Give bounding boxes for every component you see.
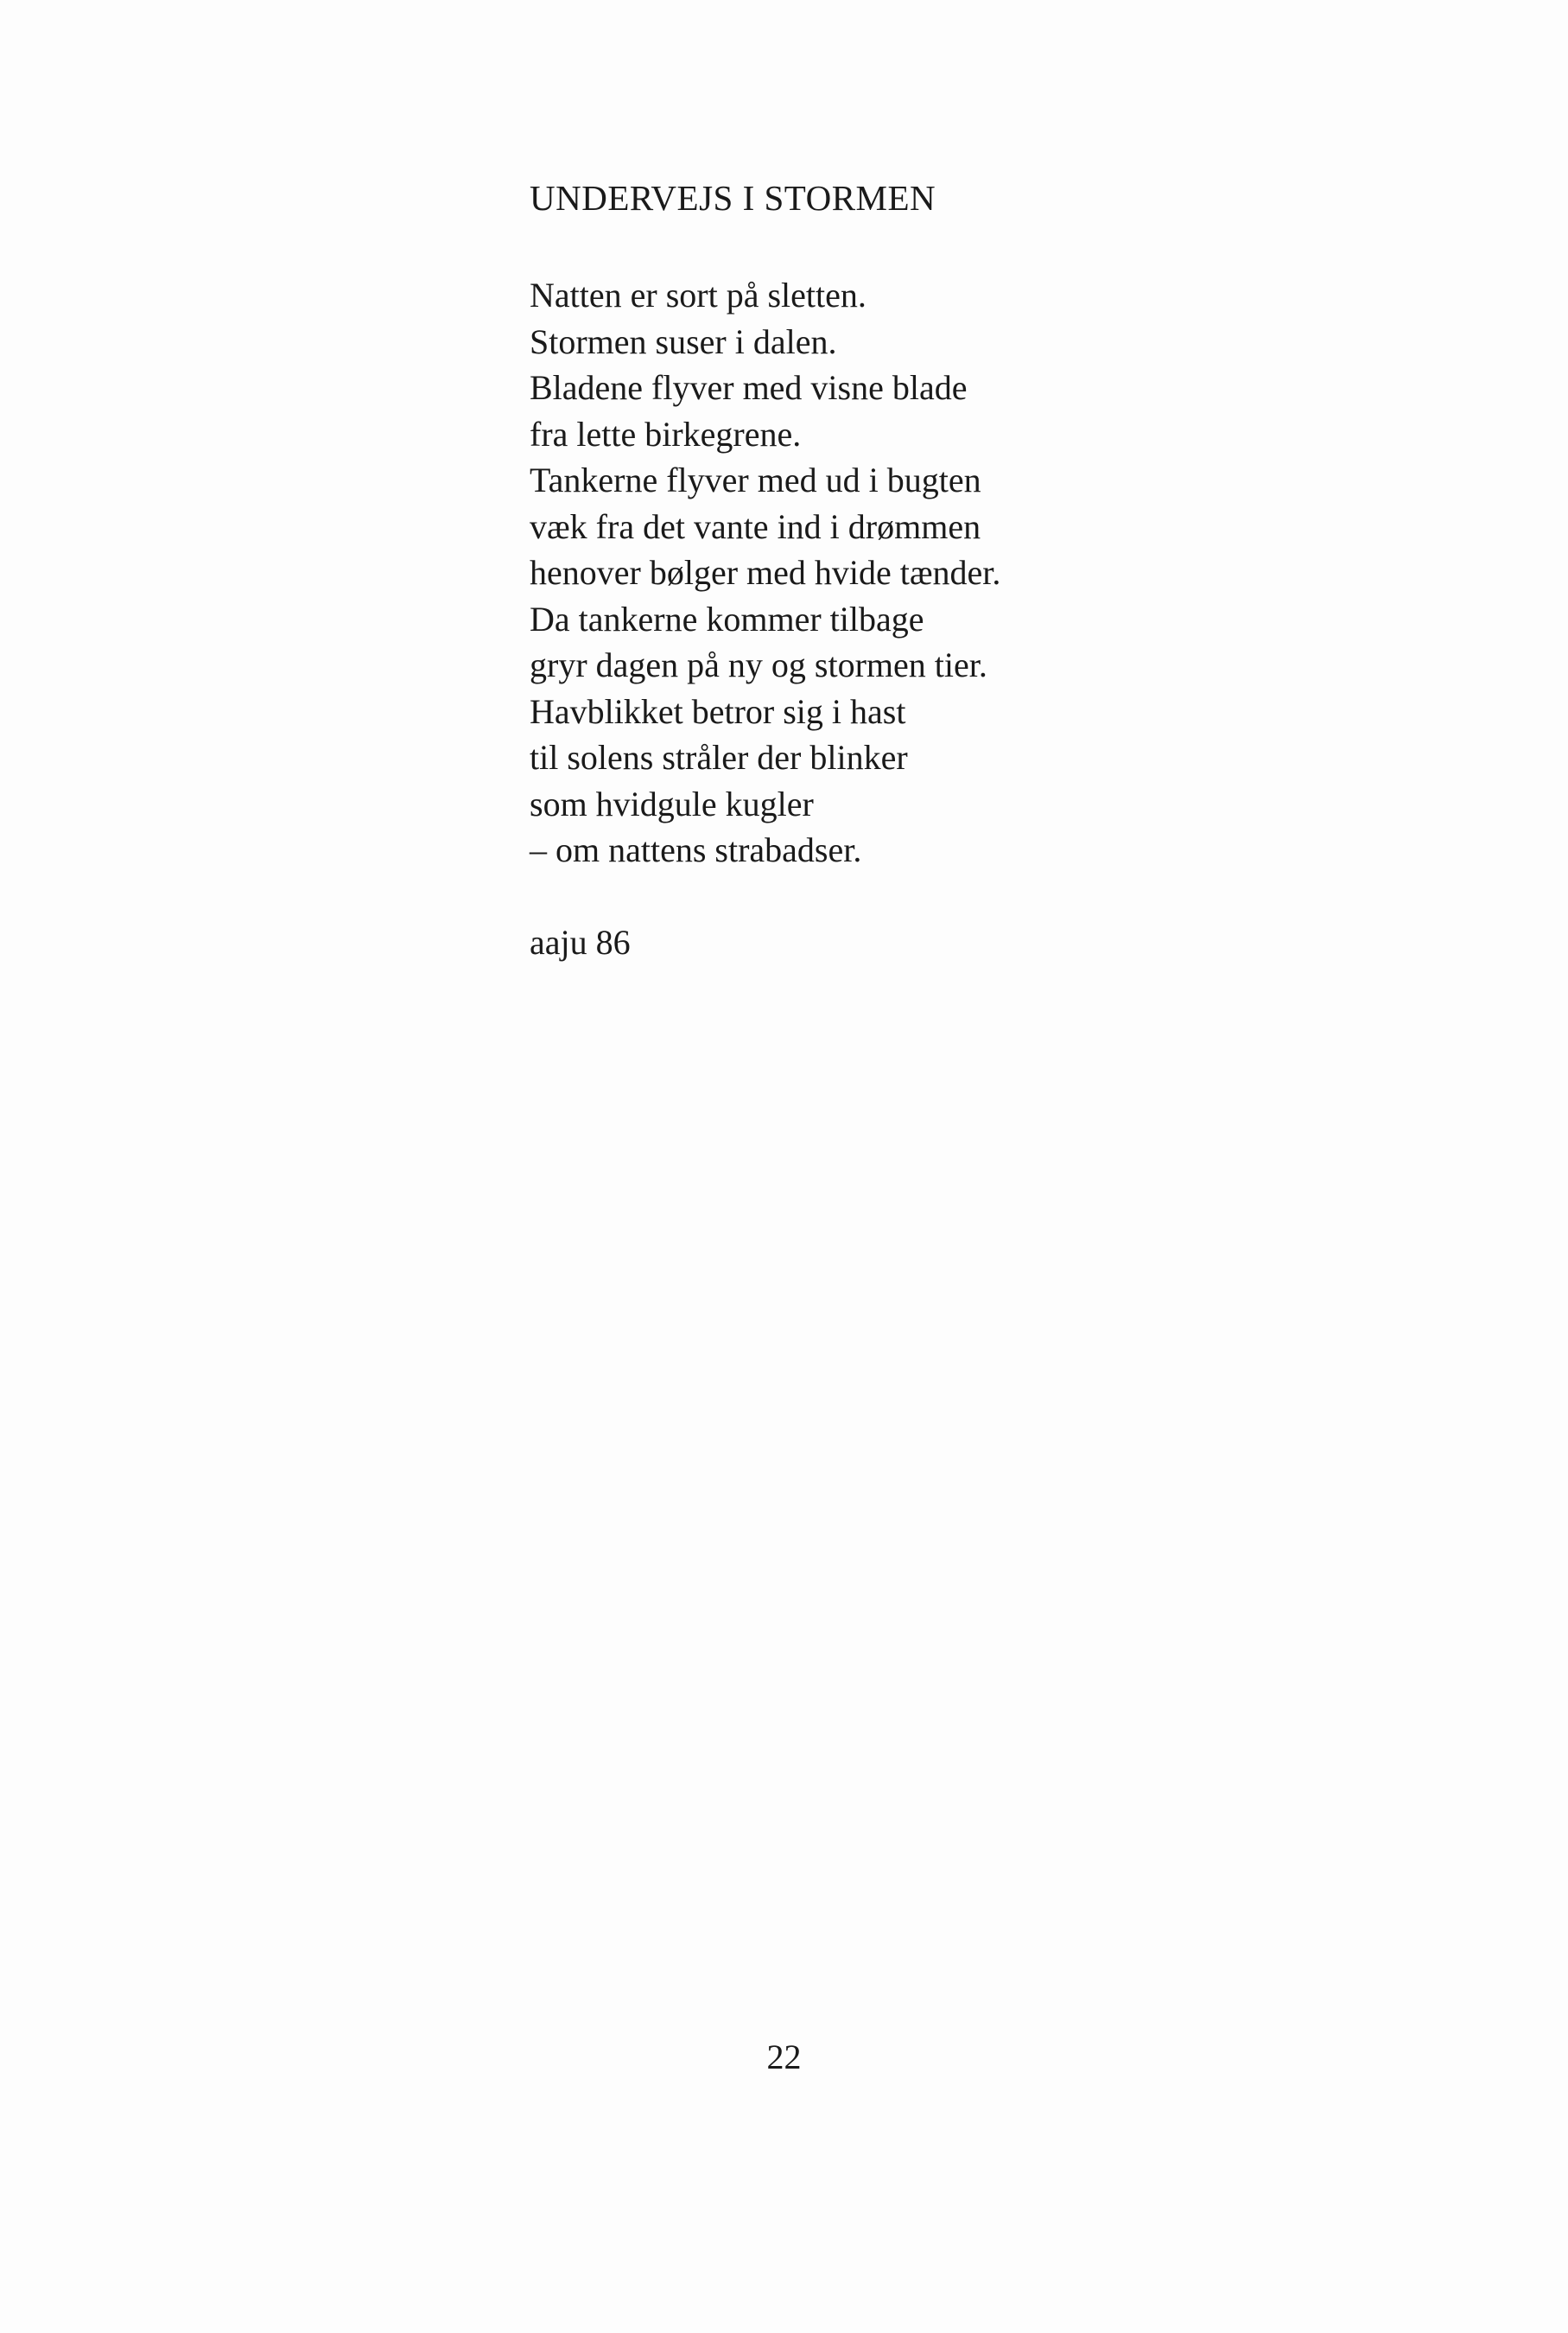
poem-line: Havblikket betror sig i hast [530, 691, 906, 731]
poem-line: Da tankerne kommer tilbage [530, 599, 924, 639]
poem-body [530, 272, 1000, 874]
poem-line: – om nattens strabadser. [530, 830, 862, 869]
poem-line: Tankerne flyver med ud i bugten [530, 461, 981, 499]
poem-line: Natten er sort på sletten. [530, 276, 867, 315]
poem-signature: aaju 86 [530, 923, 631, 962]
poem-line: Stormen suser i dalen. [530, 321, 837, 361]
poem-line: gryr dagen på ny og stormen tier. [530, 645, 987, 684]
poem-line: som hvidgule kugler [530, 784, 814, 823]
poem-line: fra lette birkegrene. [530, 414, 802, 454]
poem-line: henover bølger med hvide tænder. [530, 553, 1001, 592]
poem-line: til solens stråler der blinker [530, 738, 908, 777]
poem-title: UNDERVEJS I STORMEN [530, 178, 936, 218]
poem-line: væk fra det vante ind i drømmen [530, 506, 981, 546]
poem-line: Bladene flyver med visne blade [530, 368, 968, 407]
page-number: 22 [766, 2037, 802, 2076]
